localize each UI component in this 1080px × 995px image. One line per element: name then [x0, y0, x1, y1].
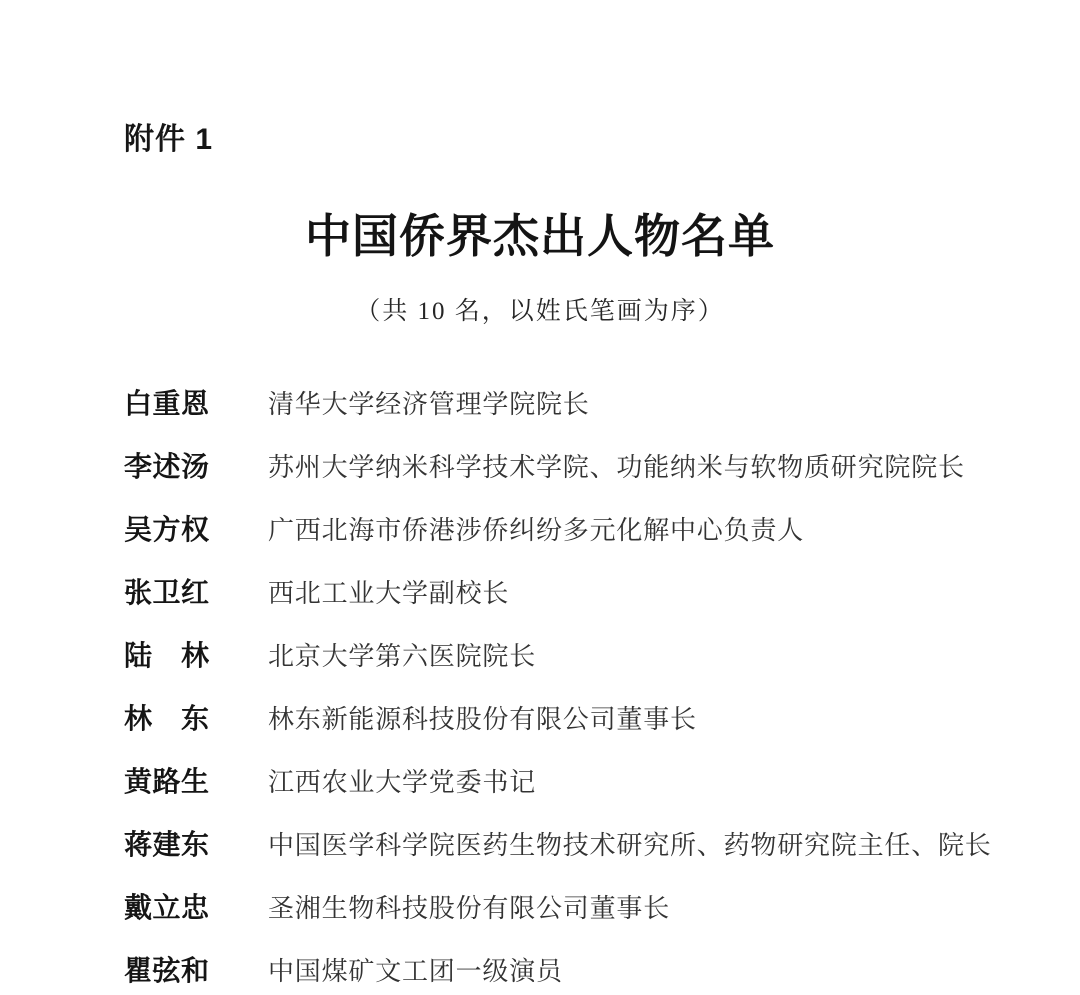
list-item	[124, 382, 1040, 419]
list-item	[124, 697, 1040, 734]
person-role: 清华大学经济管理学院院长	[268, 390, 590, 419]
list-item	[124, 445, 1040, 482]
page-subtitle: （共 10 名，以姓氏笔画为序）	[355, 298, 725, 325]
people-list	[124, 382, 1040, 995]
person-role: 中国医学科学院医药生物技术研究所、药物研究院主任、院长	[268, 831, 992, 860]
attachment-label: 附件 1	[124, 123, 214, 156]
person-name: 林 东	[124, 703, 210, 734]
person-name: 陆 林	[124, 640, 210, 671]
person-name: 戴立忠	[124, 892, 210, 923]
person-name: 瞿弦和	[124, 955, 210, 986]
person-name: 白重恩	[124, 388, 210, 419]
person-name: 吴方权	[124, 514, 210, 545]
person-role: 圣湘生物科技股份有限公司董事长	[268, 894, 671, 923]
person-role: 江西农业大学党委书记	[268, 768, 537, 797]
person-role: 林东新能源科技股份有限公司董事长	[268, 705, 697, 734]
person-name: 李述汤	[124, 451, 210, 482]
page-title: 中国侨界杰出人物名单	[305, 211, 775, 262]
list-item	[124, 508, 1040, 545]
person-role: 苏州大学纳米科学技术学院、功能纳米与软物质研究院院长	[268, 453, 965, 482]
person-role: 西北工业大学副校长	[268, 579, 510, 608]
person-name: 黄路生	[124, 766, 210, 797]
person-name: 张卫红	[124, 577, 210, 608]
list-item	[124, 571, 1040, 608]
list-item	[124, 949, 1040, 986]
list-item	[124, 760, 1040, 797]
person-role: 北京大学第六医院院长	[268, 642, 537, 671]
person-name: 蒋建东	[124, 829, 210, 860]
person-role: 中国煤矿文工团一级演员	[268, 957, 563, 986]
list-item	[124, 634, 1040, 671]
list-item	[124, 886, 1040, 923]
list-item	[124, 823, 1040, 860]
person-role: 广西北海市侨港涉侨纠纷多元化解中心负责人	[268, 516, 805, 545]
